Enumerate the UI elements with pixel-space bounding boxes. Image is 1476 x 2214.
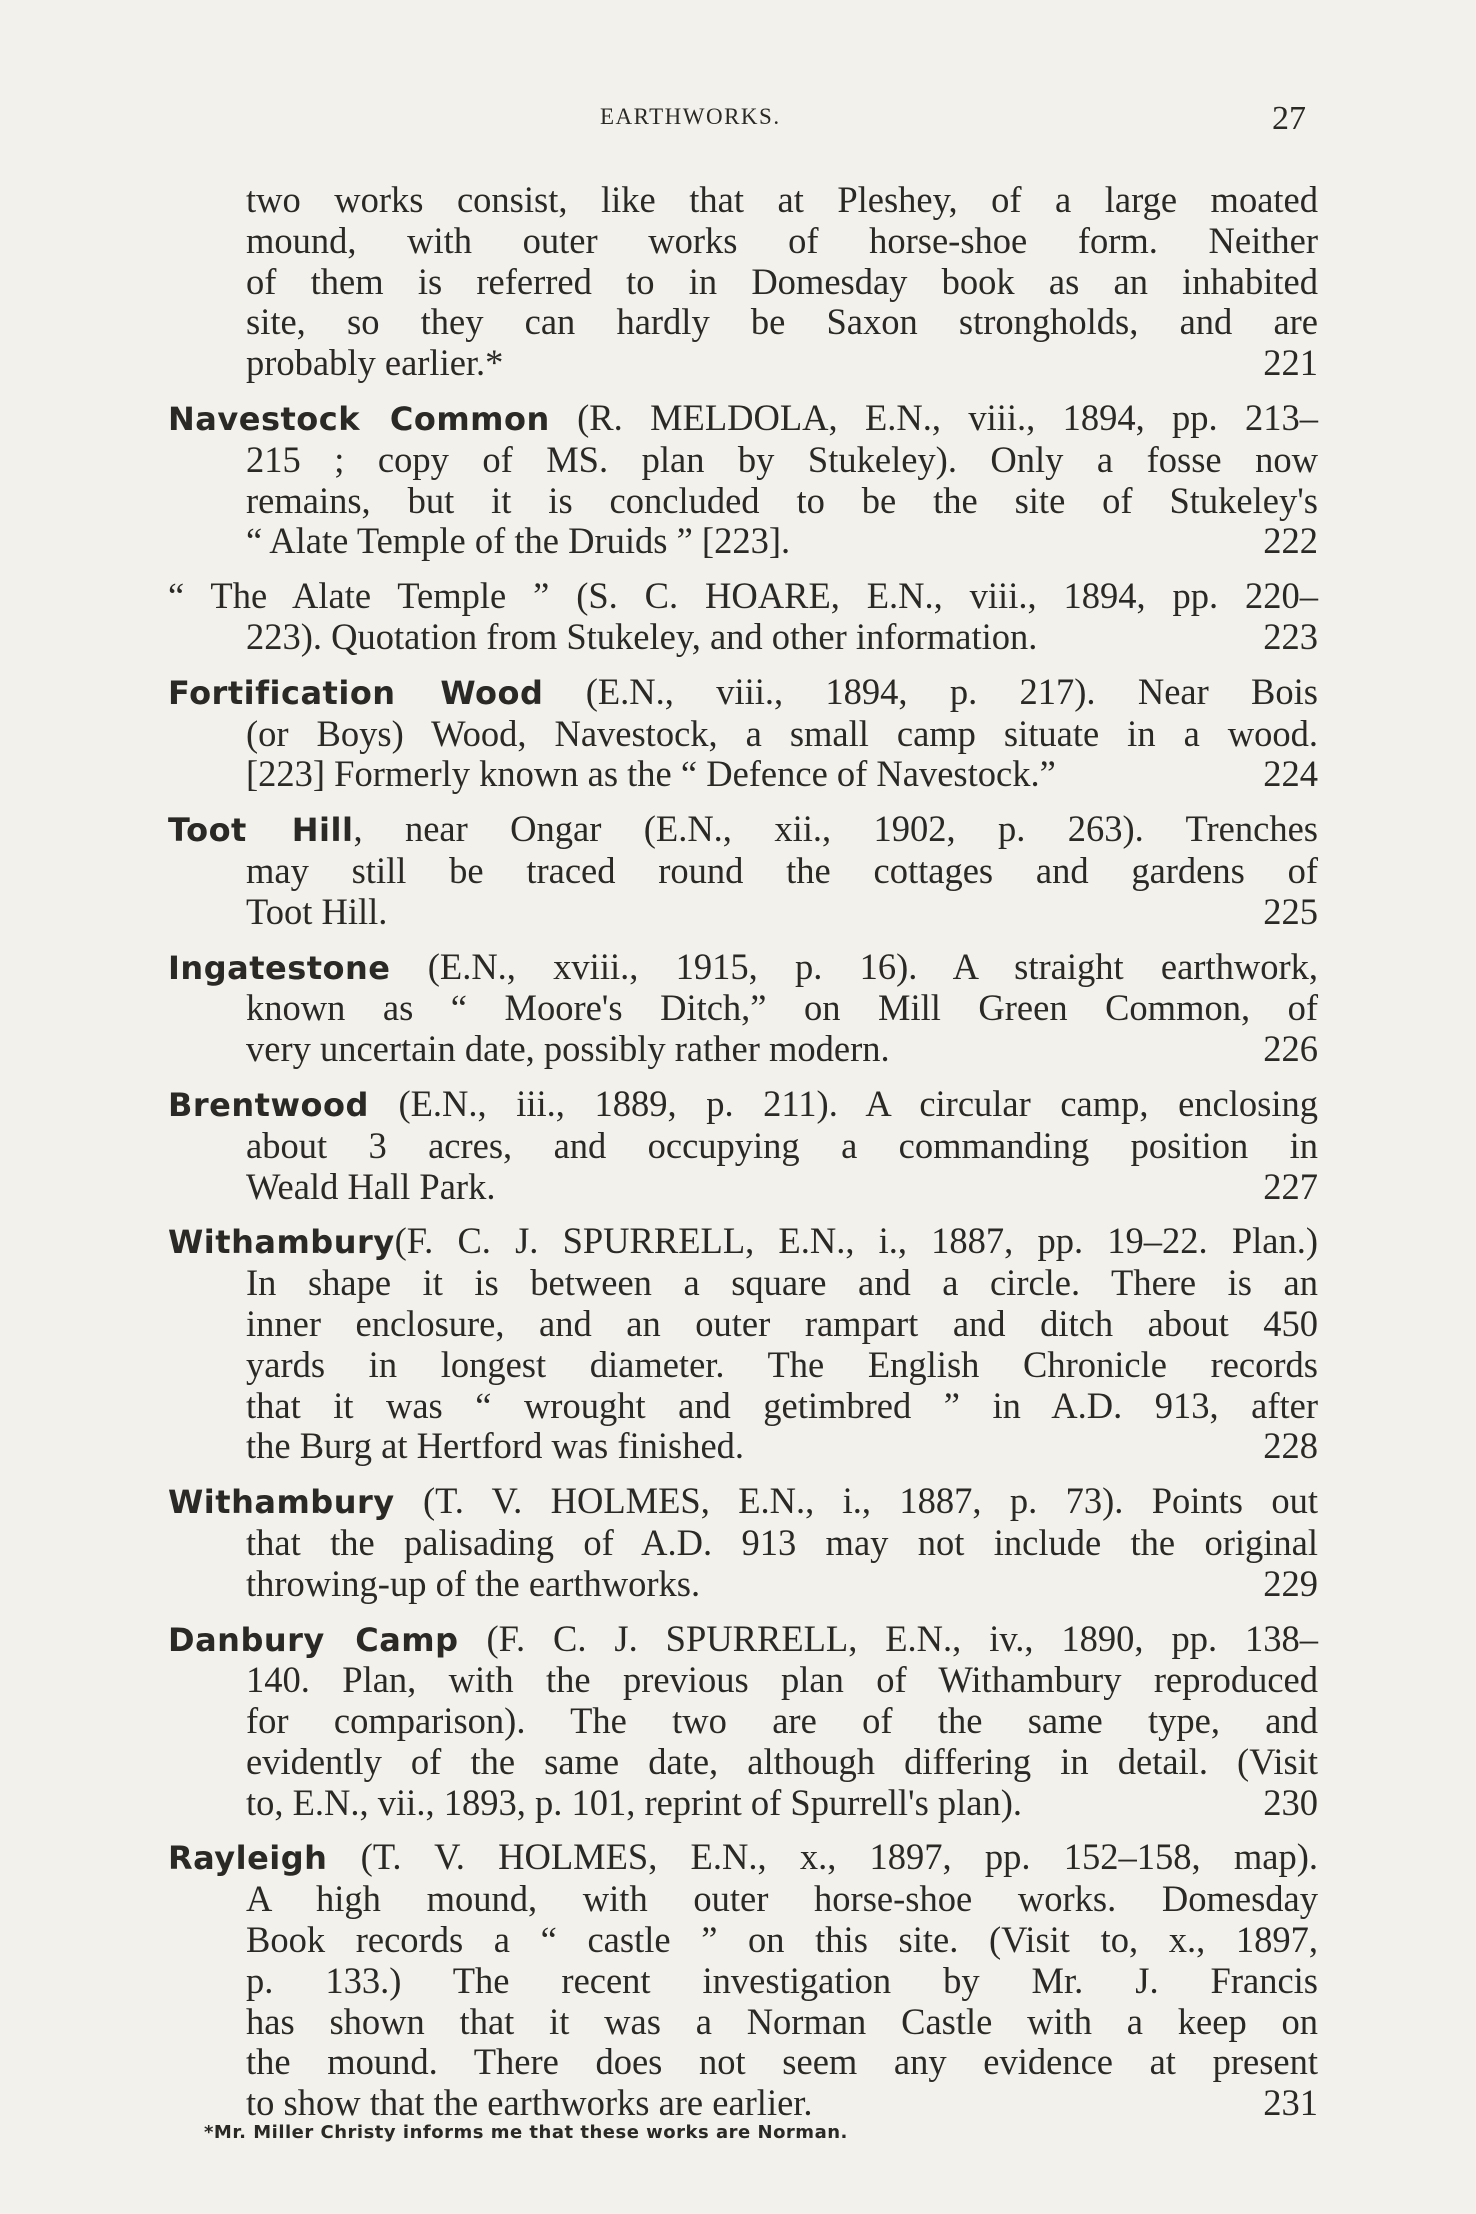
entry-line: the Burg at Hertford was finished.: [246, 1425, 745, 1467]
entry-last-line: [168, 1426, 1318, 1467]
reference-number: 225: [1263, 890, 1318, 932]
entry-heading: Danbury Camp: [168, 1620, 459, 1659]
entry-first-line: [168, 947, 1318, 989]
entry-line: Weald Hall Park.: [246, 1165, 496, 1207]
entry-last-line: [168, 754, 1318, 795]
entry-last-line: [168, 1167, 1318, 1208]
reference-number: 229: [1263, 1562, 1318, 1604]
entry-line: very uncertain date, possibly rather modern.: [246, 1028, 890, 1070]
entry-first-line: [168, 1221, 1318, 1263]
entry-last-line: [168, 1029, 1318, 1070]
entry-citation: (E.N., iii., 1889, p. 211). A circular camp, enclosing: [368, 1082, 1318, 1124]
entry-citation: (E.N., xviii., 1915, p. 16). A straight earthwork,: [390, 945, 1318, 987]
entry-citation: (E.N., viii., 1894, p. 217). Near Bois: [543, 670, 1318, 712]
entry-line: p. 133.) The recent investigation by Mr. J. Francis: [246, 1959, 1318, 2001]
entry-heading: Brentwood: [168, 1085, 369, 1124]
entry-line: (or Boys) Wood, Navestock, a small camp situate in a wood.: [246, 712, 1318, 754]
entry-last-line: [168, 2083, 1318, 2124]
bibliography-entry: [168, 1481, 1318, 1604]
reference-number: 226: [1263, 1028, 1318, 1070]
entry-first-line: [168, 809, 1318, 851]
footnote: *Mr. Miller Christy informs me that these works are Norman.: [204, 2122, 848, 2143]
entry-line: known as “ Moore's Ditch,” on Mill Green Common, of: [246, 987, 1318, 1029]
entry-citation: , near Ongar (E.N., xii., 1902, p. 263). Trenches: [353, 808, 1318, 850]
running-title: EARTHWORKS.: [600, 104, 781, 129]
bibliography-entry: [168, 947, 1318, 1070]
entry-heading: Rayleigh: [168, 1839, 328, 1878]
reference-number: 227: [1263, 1165, 1318, 1207]
entry-line: A high mound, with outer horse-shoe works. Domesday: [246, 1878, 1318, 1920]
reference-number: 230: [1263, 1781, 1318, 1823]
entry-line: [223] Formerly known as the “ Defence of Navestock.”: [246, 753, 1056, 795]
entry-citation: (R. MELDOLA, E.N., viii., 1894, pp. 213–: [549, 396, 1319, 438]
entry-heading: Withambury: [168, 1223, 395, 1262]
entry-line: 215 ; copy of MS. plan by Stukeley). Only a fosse now: [246, 438, 1318, 480]
entry-line: inner enclosure, and an outer rampart and ditch about 450: [246, 1302, 1318, 1344]
reference-number: 231: [1263, 2082, 1318, 2124]
reference-number: 223: [1263, 615, 1318, 657]
entry-line: has shown that it was a Norman Castle with a keep on: [246, 2000, 1318, 2042]
entry-last-line: [168, 617, 1318, 658]
bibliography-entry: [168, 1084, 1318, 1207]
entry-first-line: [168, 672, 1318, 714]
bibliography-entry: [168, 1221, 1318, 1467]
intro-paragraph: [168, 180, 1318, 384]
entry-line: for comparison). The two are of the same type, and: [246, 1700, 1318, 1742]
entry-last-line: [168, 1783, 1318, 1824]
entry-last-line: [168, 1564, 1318, 1605]
entry-line: remains, but it is concluded to be the site of Stukeley's: [246, 479, 1318, 521]
entry-line: evidently of the same date, although differing in detail. (Visit: [246, 1740, 1318, 1782]
entry-last-line: [168, 892, 1318, 933]
bibliography-entry: [168, 1619, 1318, 1824]
intro-line: two works consist, like that at Pleshey, of a large moated: [246, 179, 1318, 220]
entry-citation: (T. V. HOLMES, E.N., x., 1897, pp. 152–158, map).: [327, 1836, 1318, 1878]
entry-line: In shape it is between a square and a circle. There is an: [246, 1262, 1318, 1304]
entry-heading: Ingatestone: [168, 948, 391, 987]
entry-line: about 3 acres, and occupying a commanding position in: [246, 1124, 1318, 1166]
intro-last-line: [246, 343, 1318, 384]
intro-line: probably earlier.*: [246, 342, 504, 384]
reference-number: 224: [1263, 753, 1318, 795]
entry-line: Book records a “ castle ” on this site. (Visit to, x., 1897,: [246, 1919, 1318, 1961]
entry-line: that it was “ wrought and getimbred ” in A.D. 913, after: [246, 1384, 1318, 1426]
bibliography-entry: [168, 809, 1318, 932]
entry-citation: (F. C. J. SPURRELL, E.N., i., 1887, pp. 19–22. Plan.): [394, 1220, 1318, 1262]
entry-first-line: [168, 1619, 1318, 1661]
intro-line: site, so they can hardly be Saxon strongholds, and are: [246, 301, 1318, 343]
entry-first-line: [168, 1837, 1318, 1879]
entry-line: may still be traced round the cottages and gardens of: [246, 849, 1318, 891]
bibliography-entry: [168, 1837, 1318, 2124]
intro-line: mound, with outer works of horse-shoe form. Neither: [246, 219, 1318, 261]
entry-line: yards in longest diameter. The English Chronicle records: [246, 1343, 1318, 1385]
bibliography-entry: [168, 672, 1318, 795]
reference-number: 228: [1263, 1425, 1318, 1467]
entry-line: throwing-up of the earthworks.: [246, 1562, 701, 1604]
entry-heading: Withambury: [168, 1483, 395, 1522]
entry-citation: “ The Alate Temple ” (S. C. HOARE, E.N., viii., 1894, pp. 220–: [168, 575, 1318, 617]
entry-line: “ Alate Temple of the Druids ” [223].: [246, 520, 791, 562]
entry-line: to, E.N., vii., 1893, p. 101, reprint of Spurrell's plan).: [246, 1781, 1023, 1823]
entry-citation: (F. C. J. SPURRELL, E.N., iv., 1890, pp. 138–: [458, 1617, 1318, 1659]
entry-line: to show that the earthworks are earlier.: [246, 2082, 813, 2124]
entry-first-line: [168, 576, 1318, 617]
page-number: 27: [1272, 100, 1306, 137]
entry-line: that the palisading of A.D. 913 may not include the original: [246, 1521, 1318, 1563]
entry-first-line: [168, 398, 1318, 440]
entry-citation: (T. V. HOLMES, E.N., i., 1887, p. 73). Points out: [394, 1480, 1318, 1522]
reference-number: 222: [1263, 520, 1318, 562]
entry-line: the mound. There does not seem any evidence at present: [246, 2041, 1318, 2083]
entry-last-line: [168, 521, 1318, 562]
entry-heading: Navestock Common: [168, 399, 550, 438]
reference-number: 221: [1263, 342, 1318, 384]
entry-line: 223). Quotation from Stukeley, and other information.: [246, 615, 1038, 657]
bibliography-entry: [168, 576, 1318, 658]
entry-first-line: [168, 1084, 1318, 1126]
page-body: [168, 180, 1318, 2138]
entry-first-line: [168, 1481, 1318, 1523]
entries-list: [168, 398, 1318, 2124]
entry-line: Toot Hill.: [246, 890, 388, 932]
intro-line: of them is referred to in Domesday book as an inhabited: [246, 260, 1318, 302]
entry-line: 140. Plan, with the previous plan of Withambury reproduced: [246, 1659, 1318, 1701]
entry-heading: Fortification Wood: [168, 673, 544, 712]
entry-heading: Toot Hill: [168, 811, 354, 850]
bibliography-entry: [168, 398, 1318, 562]
